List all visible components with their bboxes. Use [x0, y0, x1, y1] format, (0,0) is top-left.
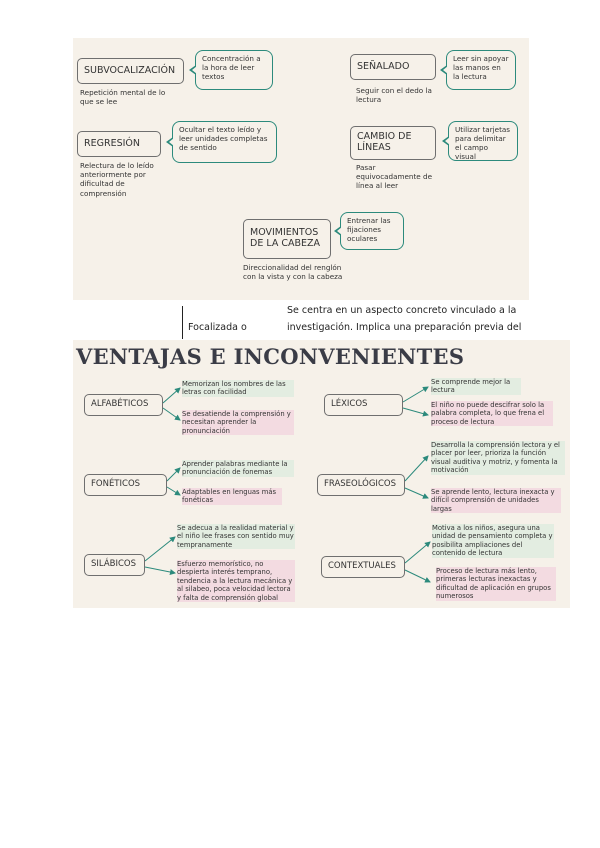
- arrow-fraseologicos-con: [405, 488, 428, 498]
- lexicos-pro: Se comprende mejor la lectura: [431, 378, 521, 395]
- middle-text-line-2: investigación. Implica una preparación previa del: [287, 322, 522, 333]
- fraseologicos-con: Se aprende lento, lectura inexacta y difícil comprensión de unidades largas: [431, 488, 561, 513]
- arrow-contextuales-pro: [405, 542, 430, 563]
- concept-box-subvocalizacion: SUBVOCALIZACIÓN: [77, 58, 184, 84]
- method-box-foneticos: FONÉTICOS: [84, 474, 167, 496]
- arrow-lexicos-con: [403, 408, 428, 415]
- silabicos-con: Esfuerzo memorístico, no despierta interés temprano, tendencia a la lectura mecánica y al silabeo, poca velocidad lectora y falta de comprensión global: [177, 560, 295, 602]
- contextuales-pro: Motiva a los niños, asegura una unidad de pensamiento completa y posibilita ampliaciones del contenido de lectura: [432, 524, 553, 558]
- method-box-silabicos: SILÁBICOS: [84, 554, 145, 576]
- note-subvocalizacion: Repetición mental de lo que se lee: [80, 88, 166, 107]
- method-box-lexicos: LÉXICOS: [324, 394, 403, 416]
- note-regresion: Relectura de lo leído anteriormente por dificultad de comprensión: [80, 161, 154, 198]
- arrow-silabicos-pro: [145, 537, 175, 561]
- silabicos-pro: Se adecua a la realidad material y el niño lee frases con sentido muy tempranamente: [177, 524, 294, 549]
- contextuales-con: Proceso de lectura más lento, primeras lecturas inexactas y dificultad de aplicación en grupos numerosos: [436, 567, 556, 601]
- method-box-fraseologicos: FRASEOLÓGICOS: [317, 474, 405, 496]
- concept-box-regresion: REGRESIÓN: [77, 131, 161, 157]
- alfabeticos-con: Se desatiende la comprensión y necesitan aprender la pronunciación: [182, 410, 294, 435]
- arrow-alfabeticos-pro: [163, 388, 180, 403]
- callout-regresion: Ocultar el texto leído y leer unidades completas de sentido: [172, 121, 277, 163]
- arrow-contextuales-con: [405, 570, 430, 582]
- concept-box-cambio-lineas: CAMBIO DE LÍNEAS: [350, 126, 436, 160]
- note-cambio-lineas: Pasar equivocadamente de línea al leer: [356, 163, 432, 191]
- arrow-fraseologicos-pro: [405, 456, 428, 481]
- arrow-foneticos-pro: [167, 468, 180, 481]
- callout-subvocalizacion: Concentración a la hora de leer textos: [195, 50, 273, 90]
- foneticos-pro: Aprender palabras mediante la pronunciación de fonemas: [182, 460, 294, 477]
- concept-box-movimientos-cabeza: MOVIMIENTOS DE LA CABEZA: [243, 219, 331, 259]
- alfabeticos-pro: Memorizan los nombres de las letras con facilidad: [182, 380, 294, 397]
- fraseologicos-pro: Desarrolla la comprensión lectora y el placer por leer, prioriza la función visual auditiva y motriz, y fomenta la motivación: [431, 441, 565, 475]
- arrow-alfabeticos-con: [163, 408, 180, 420]
- method-box-contextuales: CONTEXTUALES: [321, 556, 405, 578]
- foneticos-con: Adaptables en lenguas más fonéticas: [182, 488, 282, 505]
- section-heading: VENTAJAS E INCONVENIENTES: [76, 344, 465, 369]
- arrow-foneticos-con: [167, 487, 180, 495]
- focalizada-label: Focalizada o: [188, 322, 247, 333]
- arrow-lexicos-pro: [403, 387, 428, 402]
- note-movimientos-cabeza: Direccionalidad del renglón con la vista y con la cabeza: [243, 263, 343, 282]
- middle-text-line-1: Se centra en un aspecto concreto vinculado a la: [287, 305, 517, 316]
- note-senalado: Seguir con el dedo la lectura: [356, 86, 432, 105]
- callout-cambio-lineas: Utilizar tarjetas para delimitar el campo visual: [448, 121, 518, 161]
- method-box-alfabeticos: ALFABÉTICOS: [84, 394, 163, 416]
- callout-movimientos-cabeza: Entrenar las fijaciones oculares: [340, 212, 404, 250]
- arrow-silabicos-con: [145, 567, 175, 573]
- concept-box-senalado: SEÑALADO: [350, 54, 436, 80]
- callout-senalado: Leer sin apoyar las manos en la lectura: [446, 50, 516, 90]
- lexicos-con: El niño no puede descifrar solo la palabra completa, lo que frena el proceso de lectura: [431, 401, 553, 426]
